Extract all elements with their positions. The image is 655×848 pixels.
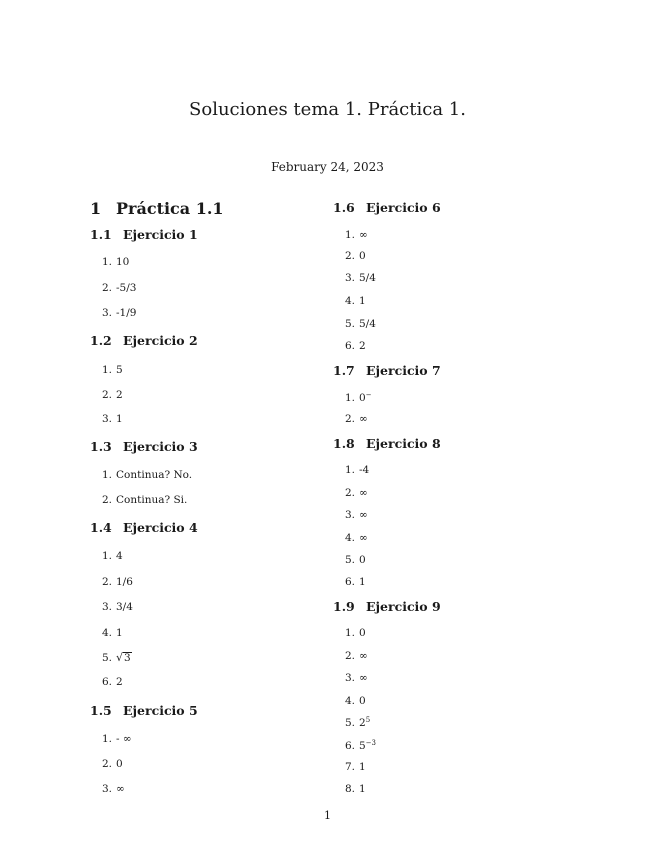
subsection-heading <box>90 227 198 242</box>
list-item <box>98 676 123 688</box>
item-number: 7. <box>344 761 355 773</box>
item-answer: 2 <box>116 389 123 401</box>
item-number: 8. <box>344 783 355 795</box>
item-number: 1. <box>344 392 355 404</box>
item-number: 1. <box>344 464 355 476</box>
subsection-number: 1.5 <box>90 703 112 718</box>
list-item <box>341 340 366 352</box>
item-answer: 1 <box>359 576 366 588</box>
item-answer: 3/4 <box>116 601 133 613</box>
list-item <box>341 783 366 795</box>
list-item <box>341 464 369 476</box>
section-heading <box>90 199 224 218</box>
subsection-title: Ejercicio 3 <box>123 439 198 454</box>
section-title: Práctica 1.1 <box>116 199 224 218</box>
document-date: February 24, 2023 <box>271 160 384 174</box>
section-number: 1 <box>90 199 102 218</box>
item-answer: 5 <box>116 364 123 376</box>
subsection-heading <box>90 333 198 348</box>
item-answer: 0 <box>116 758 123 770</box>
list-item <box>98 364 123 376</box>
item-number: 1. <box>101 733 112 745</box>
list-item <box>98 256 129 268</box>
item-answer: -1/9 <box>116 307 137 319</box>
radical-sign-icon: √ <box>116 651 124 664</box>
list-item <box>98 733 132 745</box>
list-item <box>98 469 192 481</box>
item-number: 6. <box>344 576 355 588</box>
list-item <box>341 627 366 639</box>
subsection-heading <box>333 436 441 451</box>
subsection-number: 1.8 <box>333 436 355 451</box>
list-item <box>341 487 368 499</box>
list-item <box>98 783 125 795</box>
item-number: 1. <box>344 627 355 639</box>
list-item <box>98 413 123 425</box>
item-number: 3. <box>101 413 112 425</box>
list-item <box>341 554 366 566</box>
list-item <box>341 392 372 404</box>
document-title: Soluciones tema 1. Práctica 1. <box>189 99 466 120</box>
item-number: 1. <box>101 469 112 481</box>
item-answer: ∞ <box>359 650 368 662</box>
item-number: 2. <box>344 487 355 499</box>
item-number: 5. <box>344 554 355 566</box>
item-number: 2. <box>101 282 112 294</box>
list-item <box>98 494 187 506</box>
item-number: 3. <box>344 509 355 521</box>
subsection-title: Ejercicio 1 <box>123 227 198 242</box>
item-answer: Continua? No. <box>116 469 193 481</box>
item-answer: 5/4 <box>359 272 376 284</box>
item-number: 1. <box>344 229 355 241</box>
item-number: 4. <box>344 532 355 544</box>
item-number: 4. <box>101 627 112 639</box>
item-answer: 10 <box>116 256 130 268</box>
item-exponent: −3 <box>365 739 377 747</box>
item-answer: 1 <box>359 295 366 307</box>
item-number: 6. <box>344 740 355 752</box>
subsection-number: 1.1 <box>90 227 112 242</box>
list-item <box>341 650 368 662</box>
item-answer: 1 <box>116 627 123 639</box>
subsection-title: Ejercicio 6 <box>366 200 441 215</box>
list-item <box>98 550 123 562</box>
item-number: 1. <box>101 550 112 562</box>
item-answer: 2 <box>359 717 366 729</box>
item-answer: 0 <box>359 695 366 707</box>
item-answer: 5/4 <box>359 318 376 330</box>
item-answer: ∞ <box>359 229 368 241</box>
list-item <box>98 651 132 664</box>
square-root-expression <box>116 651 132 664</box>
item-answer: ∞ <box>116 783 125 795</box>
list-item <box>98 627 123 639</box>
item-number: 2. <box>101 389 112 401</box>
list-item <box>98 389 123 401</box>
list-item <box>341 295 366 307</box>
subsection-number: 1.2 <box>90 333 112 348</box>
subsection-title: Ejercicio 5 <box>123 703 198 718</box>
list-item <box>98 282 136 294</box>
item-number: 2. <box>344 650 355 662</box>
item-number: 3. <box>344 672 355 684</box>
subsection-heading <box>90 703 198 718</box>
item-number: 5. <box>344 318 355 330</box>
item-number: 3. <box>344 272 355 284</box>
subsection-title: Ejercicio 2 <box>123 333 198 348</box>
list-item <box>341 509 368 521</box>
radicand: 3 <box>124 652 131 664</box>
subsection-title: Ejercicio 8 <box>366 436 441 451</box>
item-answer: ∞ <box>359 509 368 521</box>
item-exponent: − <box>365 391 372 399</box>
list-item <box>341 576 366 588</box>
item-number: 2. <box>344 413 355 425</box>
page-number: 1 <box>324 809 331 822</box>
subsection-number: 1.3 <box>90 439 112 454</box>
item-answer: 2 <box>359 340 366 352</box>
subsection-title: Ejercicio 9 <box>366 599 441 614</box>
item-number: 6. <box>101 676 112 688</box>
list-item <box>341 740 376 752</box>
item-answer: 4 <box>116 550 123 562</box>
item-answer: 1/6 <box>116 576 133 588</box>
item-number: 2. <box>101 576 112 588</box>
item-answer: ∞ <box>359 413 368 425</box>
subsection-title: Ejercicio 7 <box>366 363 441 378</box>
list-item <box>341 532 368 544</box>
item-answer: 1 <box>359 761 366 773</box>
item-answer: 0 <box>359 392 366 404</box>
subsection-number: 1.4 <box>90 520 112 535</box>
subsection-heading <box>333 599 441 614</box>
subsection-title: Ejercicio 4 <box>123 520 198 535</box>
item-number: 5. <box>101 652 112 664</box>
item-exponent: 5 <box>365 716 371 724</box>
list-item <box>341 413 368 425</box>
list-item <box>341 229 368 241</box>
item-number: 6. <box>344 340 355 352</box>
list-item <box>341 672 368 684</box>
item-number: 3. <box>101 783 112 795</box>
subsection-heading <box>333 363 441 378</box>
item-answer: 0 <box>359 250 366 262</box>
item-answer: ∞ <box>359 672 368 684</box>
item-answer: 1 <box>116 413 123 425</box>
list-item <box>98 758 123 770</box>
list-item <box>341 250 366 262</box>
subsection-number: 1.6 <box>333 200 355 215</box>
item-answer: 2 <box>116 676 123 688</box>
item-number: 2. <box>101 758 112 770</box>
list-item <box>341 717 370 729</box>
item-number: 3. <box>101 307 112 319</box>
list-item <box>98 601 133 613</box>
item-answer: 5 <box>359 740 366 752</box>
item-number: 2. <box>101 494 112 506</box>
item-number: 4. <box>344 695 355 707</box>
list-item <box>341 318 376 330</box>
list-item <box>98 307 136 319</box>
item-number: 1. <box>101 256 112 268</box>
item-answer: -4 <box>359 464 370 476</box>
item-answer: ∞ <box>359 532 368 544</box>
item-number: 1. <box>101 364 112 376</box>
list-item <box>341 761 366 773</box>
list-item <box>98 576 133 588</box>
list-item <box>341 695 366 707</box>
list-item <box>341 272 376 284</box>
item-answer: Continua? Si. <box>116 494 188 506</box>
item-number: 2. <box>344 250 355 262</box>
item-number: 4. <box>344 295 355 307</box>
item-answer: ∞ <box>359 487 368 499</box>
subsection-heading <box>90 520 198 535</box>
subsection-heading <box>333 200 441 215</box>
item-answer: 0 <box>359 554 366 566</box>
item-number: 3. <box>101 601 112 613</box>
item-answer: 1 <box>359 783 366 795</box>
subsection-number: 1.9 <box>333 599 355 614</box>
subsection-number: 1.7 <box>333 363 355 378</box>
item-answer: - ∞ <box>116 733 132 745</box>
subsection-heading <box>90 439 198 454</box>
item-answer: -5/3 <box>116 282 137 294</box>
item-answer: 0 <box>359 627 366 639</box>
item-number: 5. <box>344 717 355 729</box>
